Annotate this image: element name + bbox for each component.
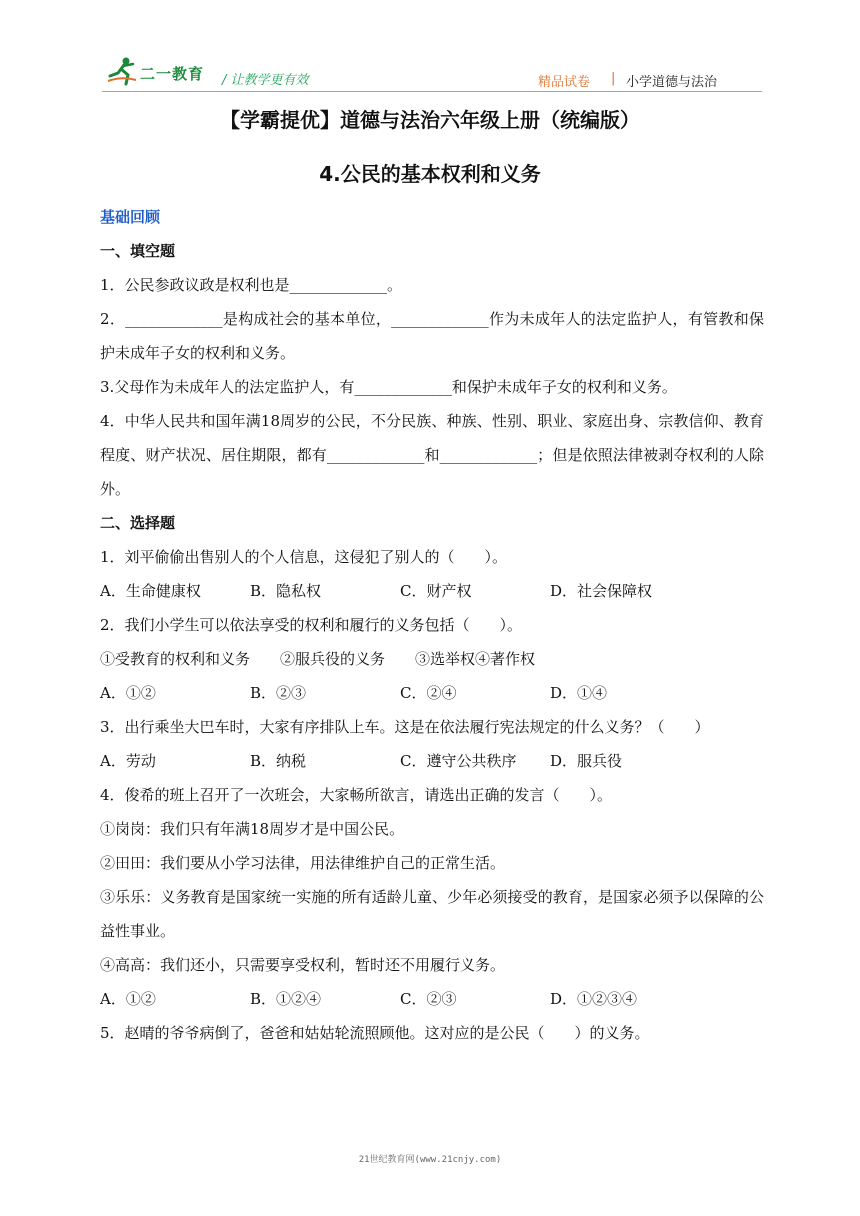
option-d: D．社会保障权 xyxy=(550,582,653,600)
logo xyxy=(106,56,216,86)
logo-text: 二一教育 xyxy=(140,65,205,83)
option-c: C．②③ xyxy=(400,990,457,1008)
runner-logo-icon xyxy=(106,56,138,86)
choice-question-4-stem: 4．俊希的班上召开了一次班会，大家畅所欲言，请选出正确的发言（ ）。 xyxy=(100,786,613,804)
option-a: A．劳动 xyxy=(100,752,156,770)
choice-question-1-stem: 1．刘平偷偷出售别人的个人信息，这侵犯了别人的（ ）。 xyxy=(100,548,508,566)
option-d: D．①②③④ xyxy=(550,990,638,1008)
option-a: A．①② xyxy=(100,684,156,702)
fill-question-2: 2．_____________是构成社会的基本单位，_____________作为未成年人的法定监护人，有管教和保护未成年子女的权利和义务。 xyxy=(100,310,764,362)
header-separator: | xyxy=(611,71,616,86)
fill-question-4: 4．中华人民共和国年满18周岁的公民，不分民族、种族、性别、职业、家庭出身、宗教信仰、教育程度、财产状况、居住期限，都有_____________和_____________；但是依照法律被剥夺权利的人除外。 xyxy=(100,412,764,498)
option-b: B．纳税 xyxy=(250,752,307,770)
option-b: B．隐私权 xyxy=(250,582,322,600)
choice-question-4-statement-1: ①岗岗：我们只有年满18周岁才是中国公民。 xyxy=(100,820,405,838)
option-c: C．财产权 xyxy=(400,582,472,600)
option-a: A．①② xyxy=(100,990,156,1008)
option-c: C．遵守公共秩序 xyxy=(400,752,517,770)
choice-question-3-options xyxy=(100,744,764,778)
choice-question-5-stem: 5．赵晴的爷爷病倒了，爸爸和姑姑轮流照顾他。这对应的是公民（ ）的义务。 xyxy=(100,1024,650,1042)
header-divider xyxy=(102,91,762,92)
choice-heading: 二、选择题 xyxy=(100,514,176,532)
choice-question-3-stem: 3．出行乘坐大巴车时，大家有序排队上车。这是在依法履行宪法规定的什么义务？（ ） xyxy=(100,718,710,736)
fill-blank-heading: 一、填空题 xyxy=(100,242,176,260)
option-d: D．①④ xyxy=(550,684,608,702)
header-tag-subject: 小学道德与法治 xyxy=(626,75,718,90)
option-b: B．①②④ xyxy=(250,990,322,1008)
choice-question-2-items: ①受教育的权利和义务 ②服兵役的义务 ③选举权④著作权 xyxy=(100,650,536,668)
header-tag-premium: 精品试卷 xyxy=(538,75,591,90)
choice-question-4-statement-2: ②田田：我们要从小学习法律，用法律维护自己的正常生活。 xyxy=(100,854,506,872)
choice-question-1-options xyxy=(100,574,764,608)
exercise-content xyxy=(100,200,764,1050)
slogan: / 让教学更有效 xyxy=(222,73,309,88)
section-basic-review: 基础回顾 xyxy=(100,208,161,226)
option-c: C．②④ xyxy=(400,684,457,702)
option-a: A．生命健康权 xyxy=(100,582,201,600)
choice-question-4-statement-4: ④高高：我们还小，只需要享受权利，暂时还不用履行义务。 xyxy=(100,956,506,974)
choice-question-4-options xyxy=(100,982,764,1016)
option-d: D．服兵役 xyxy=(550,752,623,770)
page-footer: 21世纪教育网(www.21cnjy.com) xyxy=(358,1155,502,1165)
document-title: 【学霸提优】道德与法治六年级上册（统编版） xyxy=(220,108,640,132)
option-b: B．②③ xyxy=(250,684,307,702)
page-header xyxy=(0,0,860,100)
choice-question-2-stem: 2．我们小学生可以依法享受的权利和履行的义务包括（ ）。 xyxy=(100,616,523,634)
choice-question-2-options xyxy=(100,676,764,710)
lesson-title: 4.公民的基本权利和义务 xyxy=(319,162,541,186)
fill-question-3: 3.父母作为未成年人的法定监护人，有_____________和保护未成年子女的权利和义务。 xyxy=(100,378,677,396)
choice-question-4-statement-3: ③乐乐：义务教育是国家统一实施的所有适龄儿童、少年必须接受的教育，是国家必须予以保障的公益性事业。 xyxy=(100,888,764,940)
fill-question-1: 1．公民参政议政是权利也是_____________。 xyxy=(100,276,403,294)
